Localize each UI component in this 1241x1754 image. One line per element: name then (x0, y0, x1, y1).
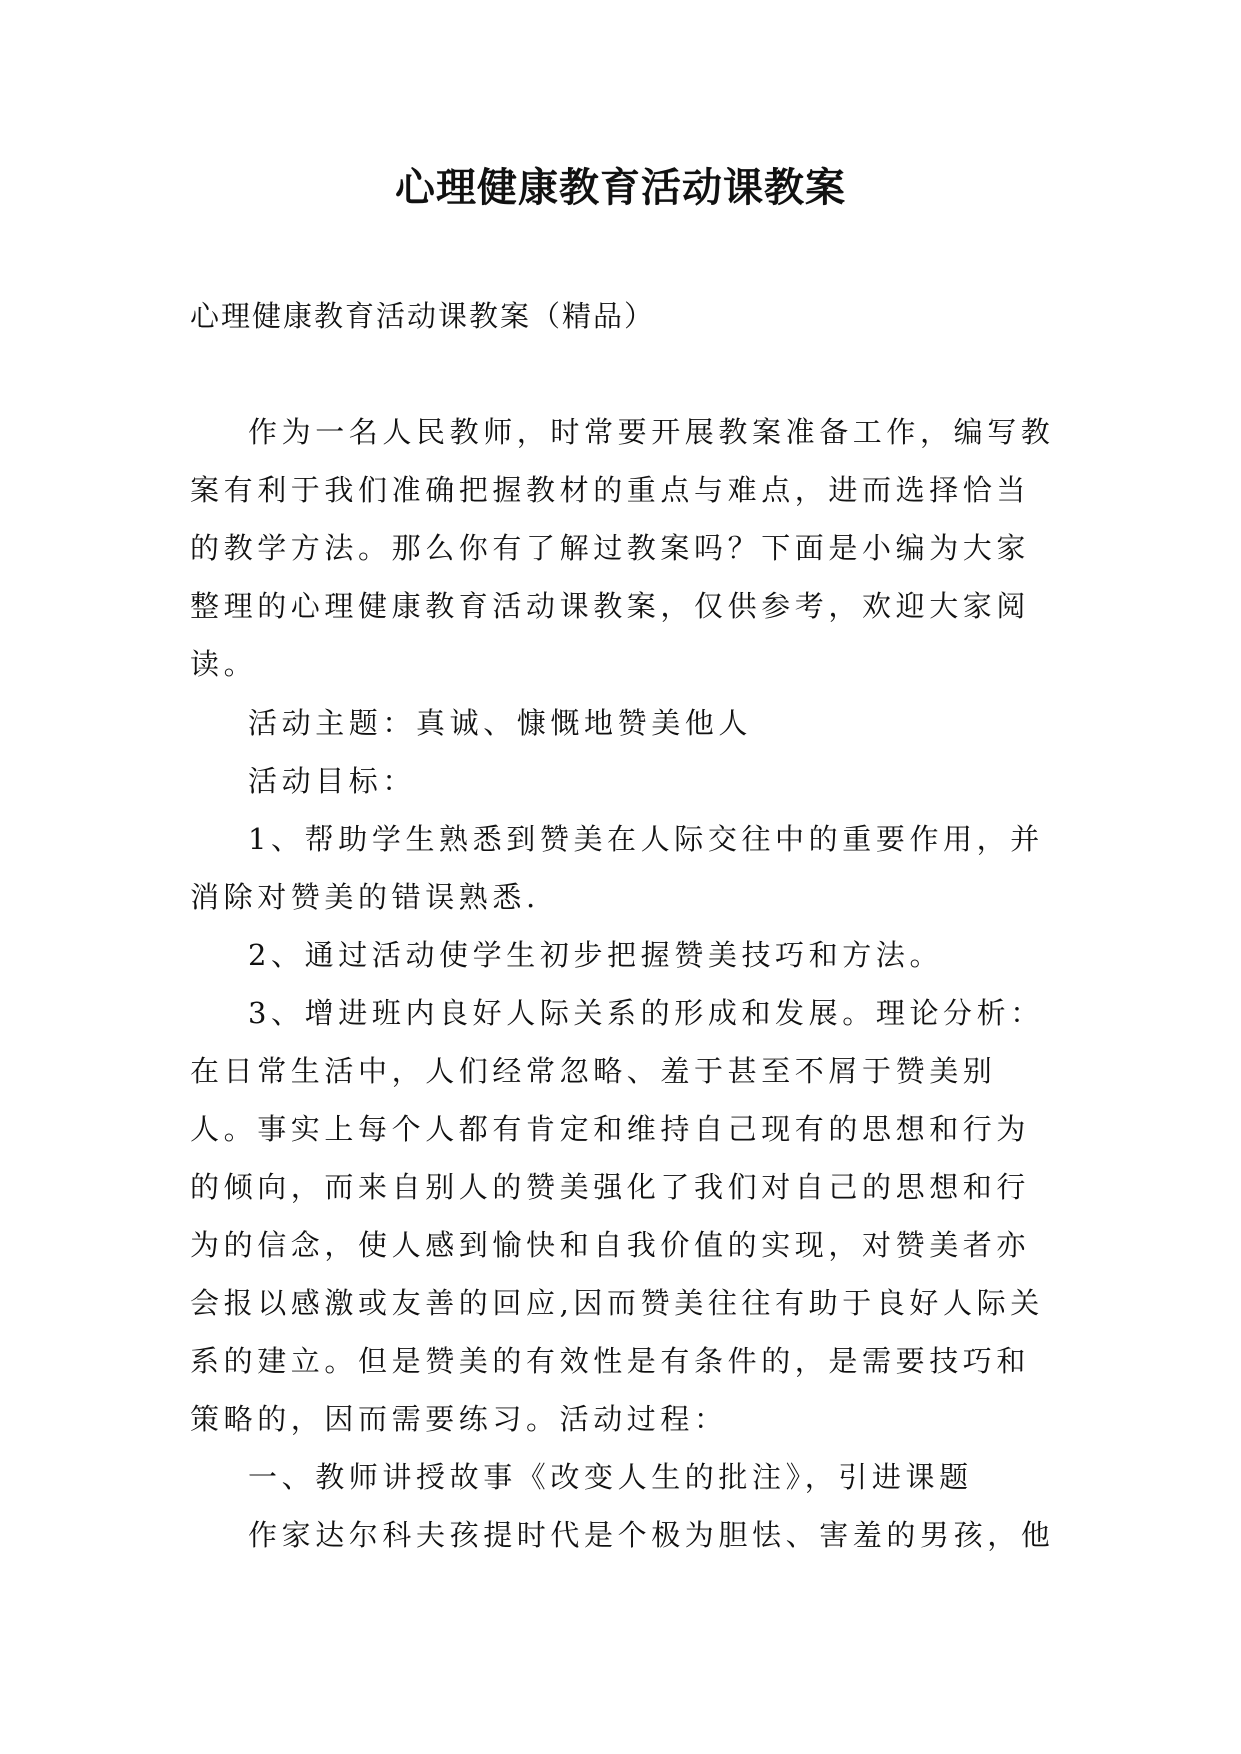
goal-paragraph-2: 2、通过活动使学生初步把握赞美技巧和方法。 (248, 938, 944, 972)
content-section (190, 694, 1060, 1564)
activity-goals-heading: 活动目标： (248, 764, 417, 798)
document-title: 心理健康教育活动课教案 (395, 164, 846, 211)
activity-theme-paragraph: 活动主题：真诚、慷慨地赞美他人 (248, 706, 753, 740)
intro-section (190, 403, 1060, 693)
process-step-1-paragraph: 一、教师讲授故事《改变人生的批注》，引进课题 (248, 1460, 973, 1494)
goal-paragraph-1: 1、帮助学生熟悉到赞美在人际交往中的重要作用，并消除对赞美的错误熟悉. (190, 822, 1044, 914)
story-paragraph: 作家达尔科夫孩提时代是个极为胆怯、害羞的男孩，他 (248, 1518, 1055, 1552)
intro-paragraph: 作为一名人民教师，时常要开展教案准备工作，编写教案有利于我们准确把握教材的重点与难点，进而选择恰当的教学方法。那么你有了解过教案吗？下面是小编为大家整理的心理健康教育活动课教案，仅供参考，欢迎大家阅读。 (190, 415, 1055, 681)
document-subtitle: 心理健康教育活动课教案（精品） (190, 299, 656, 333)
goal-paragraph-3: 3、增进班内良好人际关系的形成和发展。理论分析：在日常生活中，人们经常忽略、羞于甚至不屑于赞美别人。事实上每个人都有肯定和维持自己现有的思想和行为的倾向，而来自别人的赞美强化了我们对自己的思想和行为的信念，使人感到愉快和自我价值的实现，对赞美者亦会报以感激或友善的回应,因而赞美往往有助于良好人际关系的建立。但是赞美的有效性是有条件的，是需要技巧和策略的，因而需要练习。活动过程： (190, 996, 1044, 1436)
